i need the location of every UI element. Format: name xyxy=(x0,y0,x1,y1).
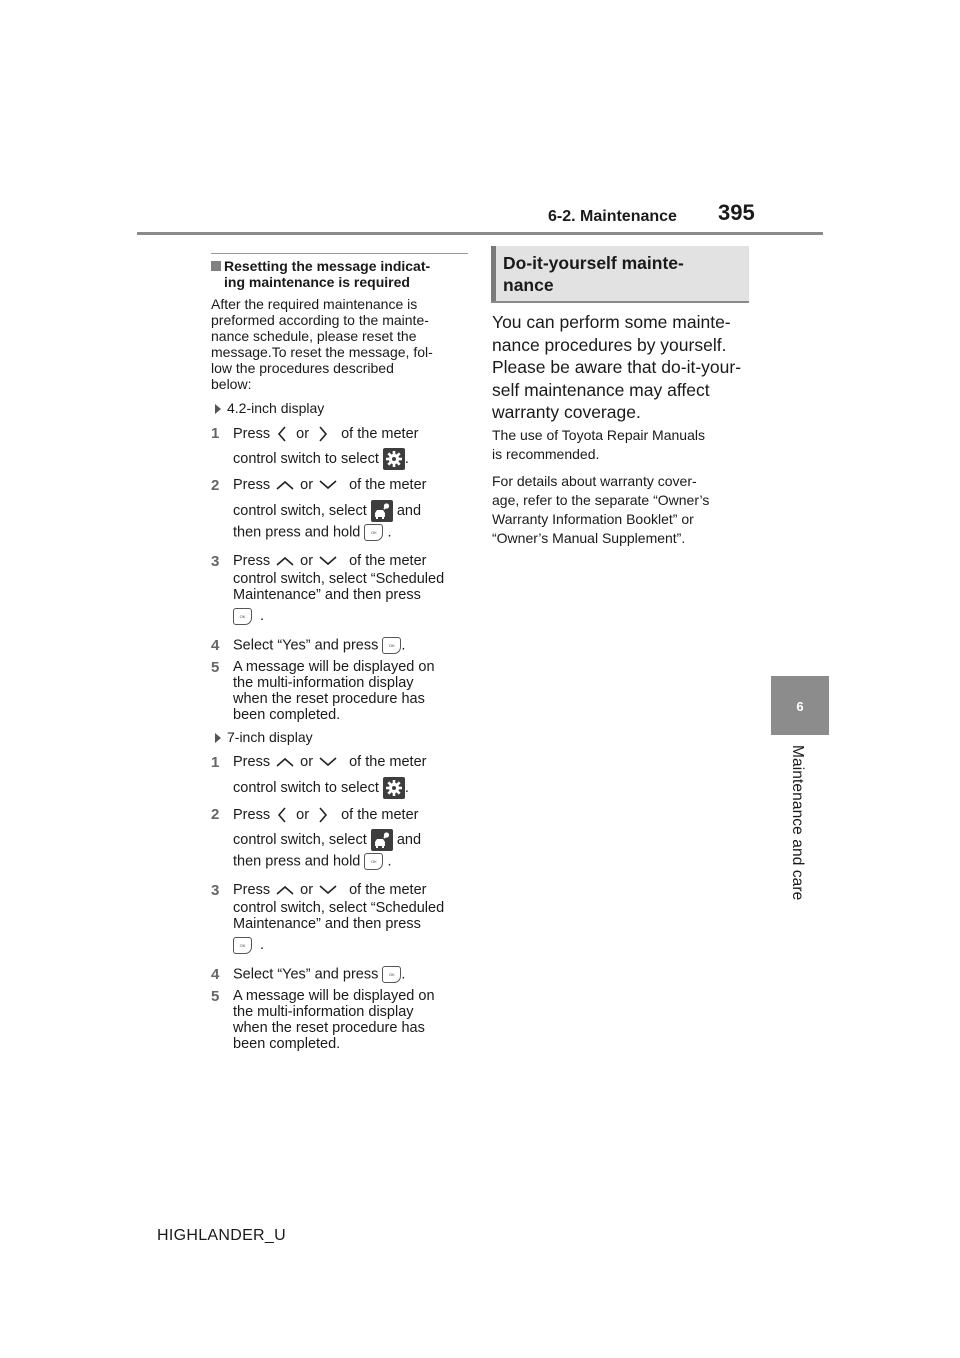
chevron-left-icon xyxy=(274,425,292,443)
footer-model-code: HIGHLANDER_U xyxy=(157,1227,286,1244)
step-text: Press or of the meter xyxy=(233,553,427,569)
step-number: 3 xyxy=(211,553,220,570)
step-text: the multi-information display xyxy=(233,1004,414,1020)
step-text: then press and hold OK . xyxy=(233,853,392,870)
step-number: 1 xyxy=(211,754,220,771)
section-title: 6-2. Maintenance xyxy=(548,208,677,225)
chapter-tab-number: 6 xyxy=(796,699,804,714)
step-text: control switch, select and xyxy=(233,500,421,522)
chevron-up-icon xyxy=(274,554,296,568)
triangle-bullet-icon xyxy=(215,733,221,743)
step-number: 5 xyxy=(211,988,220,1005)
ok-button-icon: OK xyxy=(233,937,252,954)
step-text: control switch to select . xyxy=(233,448,409,470)
step-text: OK . xyxy=(233,608,264,625)
display-title-a: 4.2-inch display xyxy=(211,400,469,416)
intro-paragraph: After the required maintenance is preformed according to the mainte- nance schedule, please reset the message.To reset the message, fol- low the procedures described below: xyxy=(211,296,433,392)
step-number: 5 xyxy=(211,659,220,676)
ok-button-icon: OK xyxy=(233,608,252,625)
step-number: 1 xyxy=(211,425,220,442)
step-number: 3 xyxy=(211,882,220,899)
chevron-down-icon xyxy=(317,883,339,897)
gear-icon xyxy=(383,777,405,799)
step-text: control switch, select “Scheduled xyxy=(233,900,445,916)
step-text: A message will be displayed on xyxy=(233,659,435,675)
ok-button-icon: OK xyxy=(382,966,401,983)
step-text: OK . xyxy=(233,937,264,954)
step-text: A message will be displayed on xyxy=(233,988,435,1004)
step-text: been completed. xyxy=(233,707,341,723)
left-column-rule xyxy=(211,253,468,254)
chapter-tab-label: Maintenance and care xyxy=(789,745,806,901)
step-text: control switch to select . xyxy=(233,777,409,799)
square-bullet-icon xyxy=(211,261,221,271)
step-text: Select “Yes” and press OK . xyxy=(233,637,406,654)
step-text: control switch, select “Scheduled xyxy=(233,571,445,587)
step-text: Maintenance” and then press xyxy=(233,916,421,932)
page-number: 395 xyxy=(718,200,755,225)
step-text: Press or of the meter xyxy=(233,477,427,493)
gear-icon xyxy=(383,448,405,470)
chevron-down-icon xyxy=(317,755,339,769)
ok-button-icon: OK xyxy=(382,637,401,654)
chevron-down-icon xyxy=(317,478,339,492)
step-text: when the reset procedure has xyxy=(233,691,425,707)
car-wrench-icon xyxy=(371,829,393,851)
chevron-up-icon xyxy=(274,755,296,769)
step-text: Select “Yes” and press OK . xyxy=(233,966,406,983)
display-title-b: 7-inch display xyxy=(211,729,469,745)
ok-button-icon: OK xyxy=(364,524,383,541)
chevron-right-icon xyxy=(313,806,331,824)
chevron-up-icon xyxy=(274,883,296,897)
step-text: Press or of the meter xyxy=(233,425,419,442)
ok-button-icon: OK xyxy=(364,853,383,870)
triangle-bullet-icon xyxy=(215,404,221,414)
section-heading: Do-it-yourself mainte- nance xyxy=(503,253,684,295)
steps-list-b xyxy=(211,753,469,1053)
chevron-right-icon xyxy=(313,425,331,443)
step-text: when the reset procedure has xyxy=(233,1020,425,1036)
header-rule xyxy=(137,232,823,235)
step-text: Press or of the meter xyxy=(233,882,427,898)
step-text: Press or of the meter xyxy=(233,754,427,770)
step-text: been completed. xyxy=(233,1036,341,1052)
step-text: Maintenance” and then press xyxy=(233,587,421,603)
chevron-up-icon xyxy=(274,478,296,492)
section-heading-rule xyxy=(491,301,749,303)
car-wrench-icon xyxy=(371,500,393,522)
step-text: the multi-information display xyxy=(233,675,414,691)
chevron-left-icon xyxy=(274,806,292,824)
chevron-down-icon xyxy=(317,554,339,568)
note-paragraph: The use of Toyota Repair Manuals is recommended. xyxy=(492,427,705,462)
warranty-paragraph: For details about warranty cover- age, refer to the separate “Owner’s Warranty Information Booklet” or “Owner’s Manual Supplement”. xyxy=(492,473,710,546)
step-text: then press and hold OK . xyxy=(233,524,392,541)
step-number: 4 xyxy=(211,637,220,654)
steps-list-a xyxy=(211,424,469,724)
section-heading-bar xyxy=(491,246,496,302)
step-number: 4 xyxy=(211,966,220,983)
step-number: 2 xyxy=(211,806,220,823)
subheading: Resetting the message indicat- ing maintenance is required xyxy=(211,258,469,290)
lead-paragraph: You can perform some mainte- nance procedures by yourself. Please be aware that do-it-your- self maintenance may affect warranty coverage. xyxy=(492,312,742,422)
step-text: Press or of the meter xyxy=(233,806,419,823)
step-number: 2 xyxy=(211,477,220,494)
step-text: control switch, select and xyxy=(233,829,421,851)
